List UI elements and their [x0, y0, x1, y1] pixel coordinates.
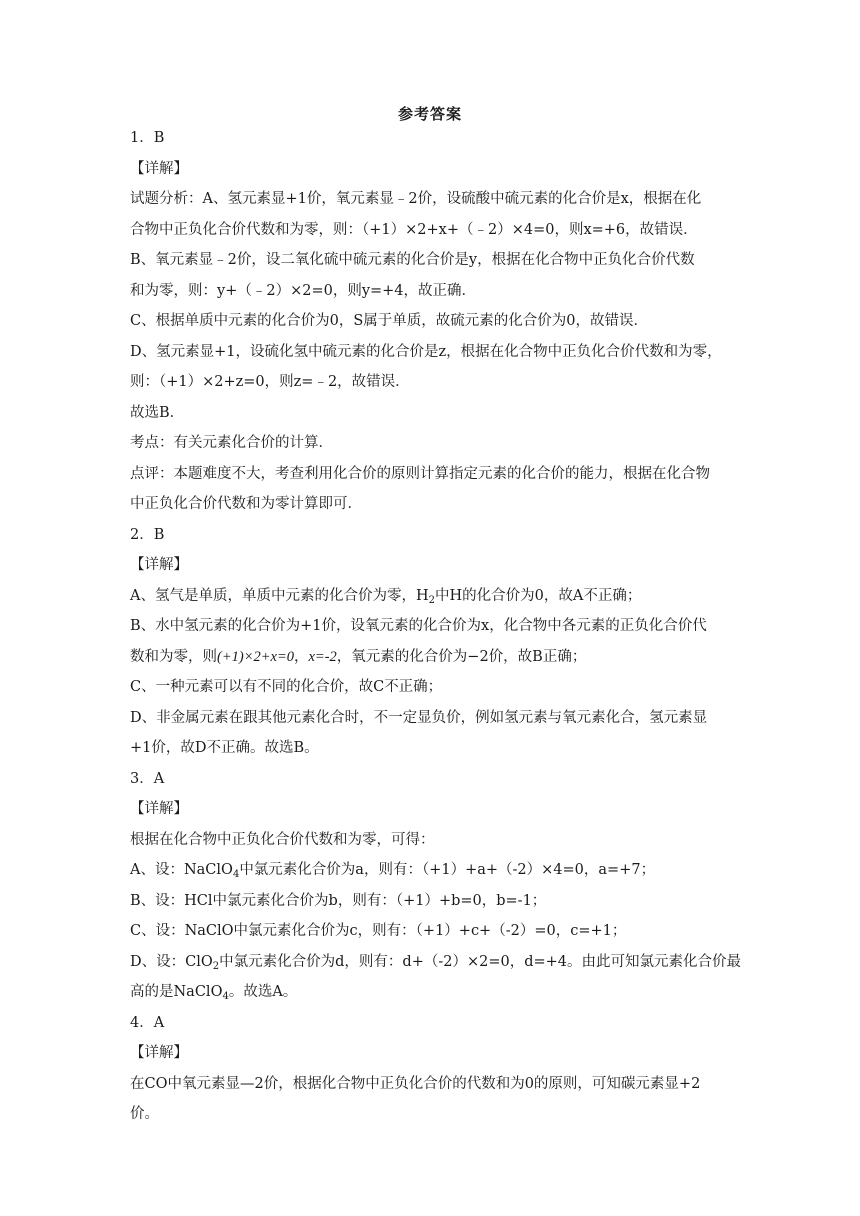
q3-option-d2-sub: 4 [222, 991, 229, 1002]
q3-option-a-post: 中氯元素化合价为a，则有：（+1）+a+（-2）×4=0，a=+7； [239, 862, 656, 878]
q2-answer: 2．B [130, 526, 165, 543]
q4-answer: 4．A [130, 1014, 165, 1031]
q2-option-d-1: D、非金属元素在跟其他元素化合时，不一定显负价，例如氢元素与氧元素化合，氢元素显 [130, 709, 708, 726]
q2-equation: (+1)×2+x=0 [217, 648, 294, 665]
q3-option-a [130, 855, 735, 886]
q1-text-10: 点评：本题难度不大，考查利用化合价的原则计算指定元素的化合价的能力，根据在化合物 [130, 465, 710, 482]
q2-option-a-pre: A、氢气是单质，单质中元素的化合价为零，H [130, 587, 429, 604]
q3-option-d-2 [130, 977, 735, 1008]
q2-option-b-2-mid: ， [293, 648, 309, 665]
q3-option-c: C、设：NaClO中氯元素化合价为c，则有：（+1）+c+（-2）=0，c=+1； [130, 923, 627, 939]
q1-text-6: D、氢元素显+1，设硫化氢中硫元素的化合价是z，根据在化合物中正负化合价代数和为零， [130, 343, 722, 360]
q4-section-heading: 【详解】 [130, 1045, 188, 1061]
q3-option-d-pre: D、设：ClO [130, 953, 213, 970]
q3-section-heading: 【详解】 [130, 801, 188, 817]
answer-content [130, 123, 742, 1130]
q1-answer: 1．B [130, 130, 165, 146]
q1-section-heading: 【详解】 [130, 160, 188, 177]
q3-intro: 根据在化合物中正负化合价代数和为零，可得： [130, 831, 435, 848]
q2-option-b-2-post: ，氧元素的化合价为−2价，故B正确； [336, 648, 587, 665]
q3-option-d2-pre: 高的是NaClO [130, 984, 223, 1000]
q3-option-d2-post: 。故选A。 [228, 984, 298, 1000]
q1-text-11: 中正负化合价代数和为零计算即可． [130, 496, 362, 512]
q2-section-heading: 【详解】 [130, 557, 188, 573]
q1-text-7: 则：（+1）×2+z=0，则z=﹣2，故错误． [130, 374, 410, 390]
q1-text-4: 和为零，则：y+（﹣2）×2=0，则y=+4，故正确． [130, 282, 477, 299]
q1-text-5: C、根据单质中元素的化合价为0，S属于单质，故硫元素的化合价为0，故错误． [130, 313, 648, 329]
q1-text-1: 试题分析：A、氢元素显+1价，氧元素显﹣2价，设硫酸中硫元素的化合价是x，根据在化 [130, 191, 702, 207]
q1-text-3: B、氧元素显﹣2价，设二氧化硫中硫元素的化合价是y，根据在化合物中正负化合价代数 [130, 252, 695, 268]
q3-answer: 3．A [130, 770, 165, 787]
q1-text-2: 合物中正负化合价代数和为零，则：（+1）×2+x+（﹣2）×4=0，则x=+6，故错误． [130, 221, 698, 238]
q2-option-a [130, 581, 735, 612]
q4-text-1: 在CO中氧元素显—2价，根据化合物中正负化合价的代数和为0的原则，可知碳元素显+2 [130, 1075, 701, 1092]
q2-option-b-2 [130, 642, 735, 673]
q2-option-a-sub: 2 [428, 594, 435, 606]
q1-text-9: 考点：有关元素化合价的计算． [130, 435, 333, 451]
q2-option-b-2-pre: 数和为零，则 [130, 648, 217, 665]
q2-option-b-1: B、水中氢元素的化合价为+1价，设氧元素的化合价为x，化合物中各元素的正负化合价代 [130, 618, 707, 634]
q3-option-d-sub: 2 [212, 960, 220, 972]
q3-option-d-post: 中氯元素化合价为d，则有：d+（-2）×2=0，d=+4。由此可知氯元素化合价最 [219, 953, 742, 970]
q3-option-b: B、设：HCl中氯元素化合价为b，则有：（+1）+b=0，b=-1； [130, 892, 547, 909]
q4-text-2: 价。 [130, 1106, 159, 1122]
q2-option-c: C、一种元素可以有不同的化合价，故C不正确； [130, 679, 443, 695]
q3-option-a-pre: A、设：NaClO [130, 862, 233, 878]
page-title: 参考答案 [397, 105, 462, 123]
q2-option-a-post: 中H的化合价为0，故A不正确； [435, 587, 642, 604]
q3-option-d-1 [130, 947, 742, 978]
q3-option-a-sub: 4 [232, 869, 240, 880]
q1-text-8: 故选B． [130, 404, 185, 421]
q2-option-d-2: +1价，故D不正确。故选B。 [130, 740, 319, 756]
q2-equation-result: x=-2 [308, 648, 337, 665]
